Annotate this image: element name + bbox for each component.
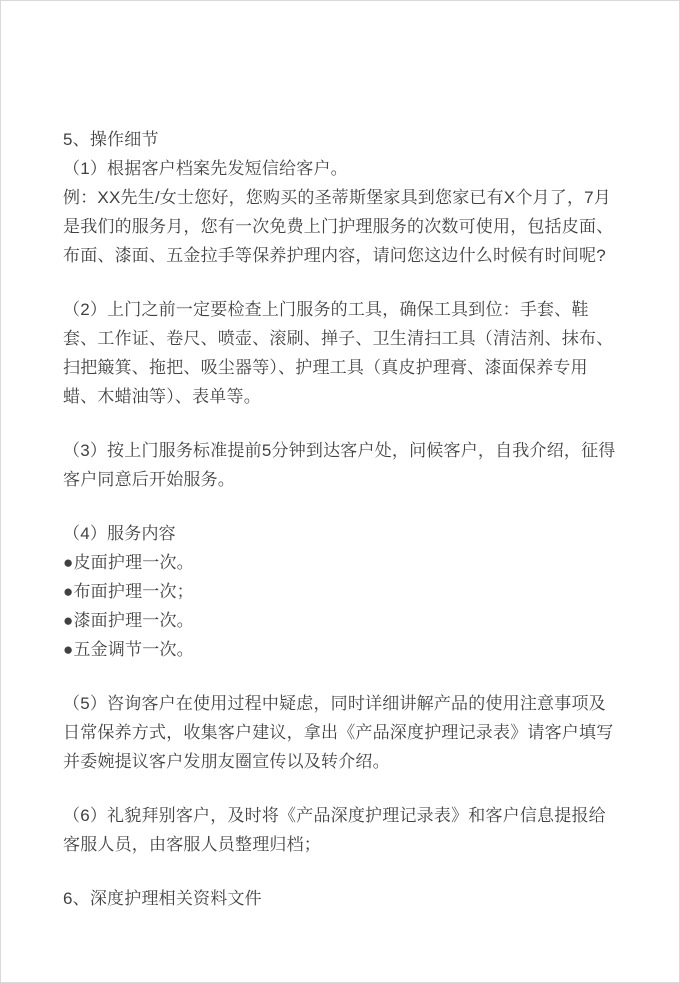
item-3-block bbox=[63, 436, 621, 494]
item-6-block bbox=[63, 801, 621, 859]
item-5-block bbox=[63, 689, 621, 776]
section-5-heading: 5、操作细节 bbox=[63, 130, 159, 149]
item-4-heading: （4）服务内容 bbox=[63, 524, 176, 543]
item-2-check-tools: （2）上门之前一定要检查上门服务的工具，确保工具到位：手套、鞋套、工作证、卷尺、喷壶、滚刷、掸子、卫生清扫工具（清洁剂、抹布、扫把簸箕、拖把、吸尘器等）、护理工具（真皮护理膏、漆面保养专用蜡、木蜡油等）、表单等。 bbox=[63, 300, 614, 406]
sms-example-text: 例：XX先生/女士您好，您购买的圣蒂斯堡家具到您家已有X个月了，7月是我们的服务月，您有一次免费上门护理服务的次数可使用，包括皮面、布面、漆面、五金拉手等保养护理内容，请问您这边什么时候有时间呢? bbox=[63, 188, 614, 265]
document-body bbox=[1, 1, 679, 913]
section-operation-details-intro bbox=[63, 125, 621, 270]
bullet-item-hardware-adjust: ●五金调节一次。 bbox=[63, 640, 194, 659]
item-5-consult-customer: （5）咨询客户在使用过程中疑虑，同时详细讲解产品的使用注意事项及日常保养方式，收集客户建议，拿出《产品深度护理记录表》请客户填写并委婉提议客户发朋友圈宣传以及转介绍。 bbox=[63, 694, 614, 771]
bullet-item-fabric-care: ●布面护理一次； bbox=[63, 582, 194, 601]
section-6-heading: 6、深度护理相关资料文件 bbox=[63, 889, 262, 908]
section-files-block bbox=[63, 884, 621, 913]
item-6-farewell-report: （6）礼貌拜别客户，及时将《产品深度护理记录表》和客户信息提报给客服人员，由客服人员整理归档； bbox=[63, 806, 606, 854]
bullet-item-leather-care: ●皮面护理一次。 bbox=[63, 553, 194, 572]
item-2-block bbox=[63, 295, 621, 411]
item-3-arrival-standard: （3）按上门服务标准提前5分钟到达客户处，问候客户，自我介绍，征得客户同意后开始服务。 bbox=[63, 441, 616, 489]
bullet-item-paint-care: ●漆面护理一次。 bbox=[63, 611, 194, 630]
item-1-send-sms: （1）根据客户档案先发短信给客户。 bbox=[63, 159, 348, 178]
service-content-list bbox=[63, 519, 621, 664]
